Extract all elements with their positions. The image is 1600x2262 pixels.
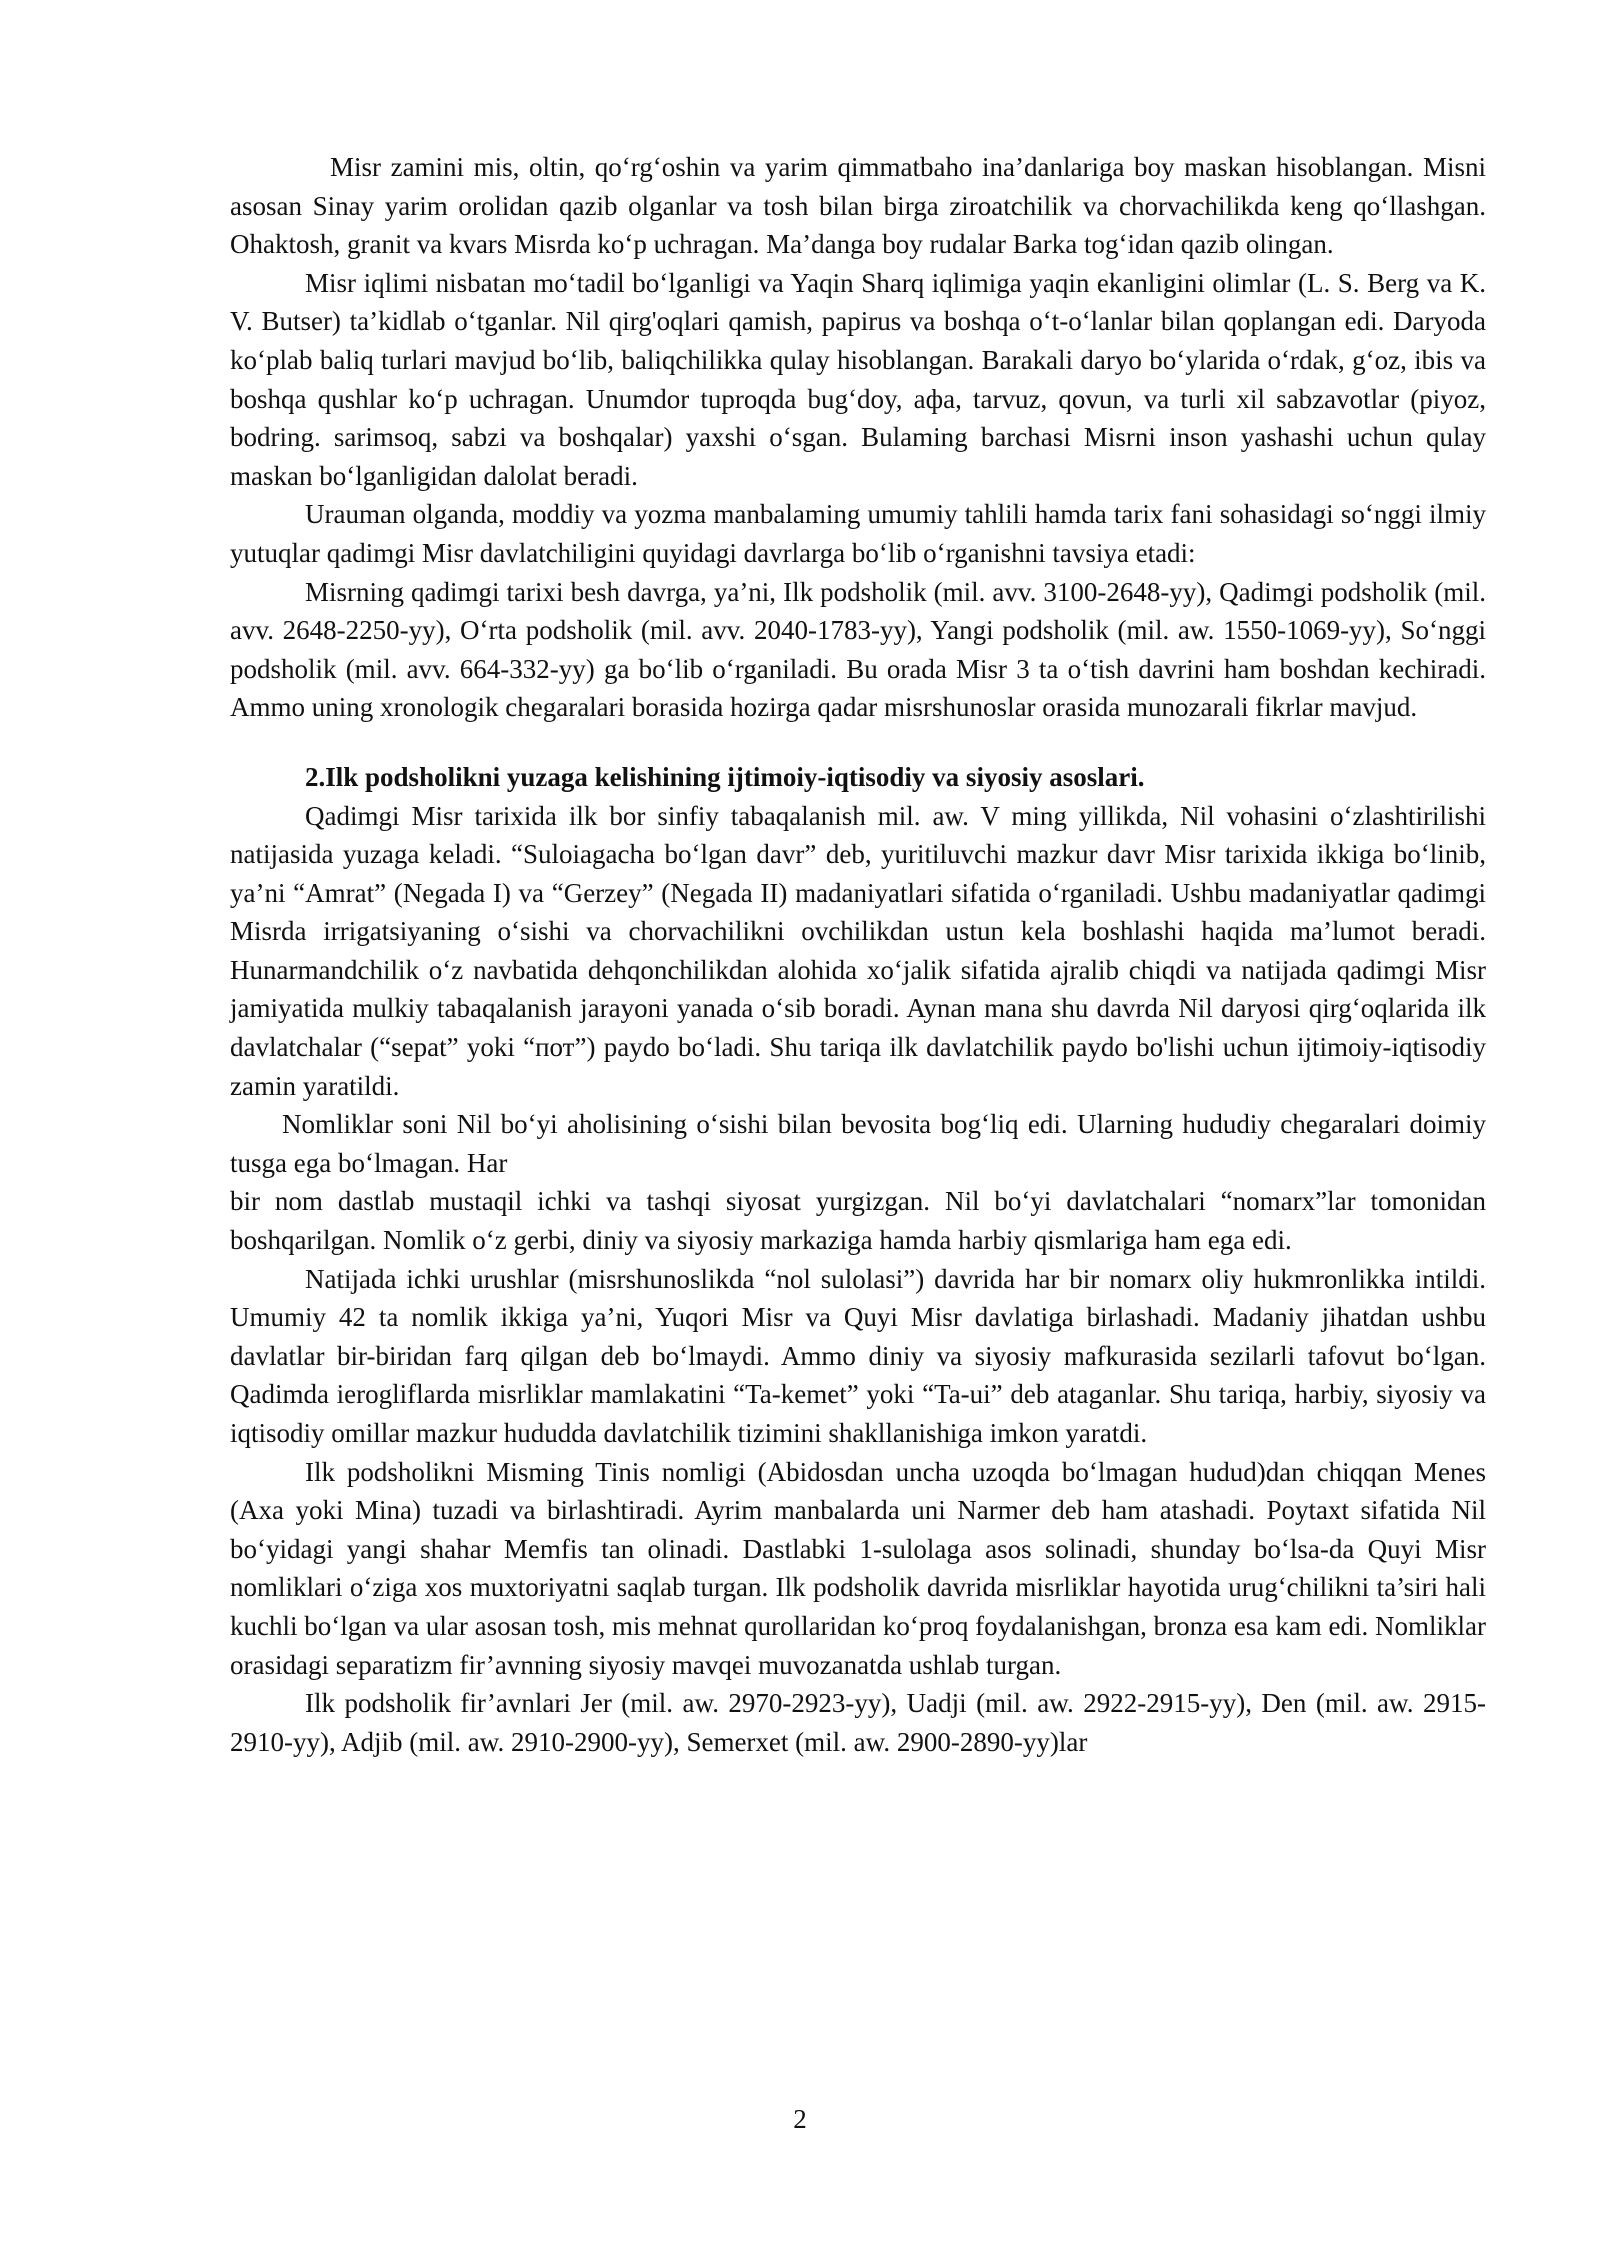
paragraph-class-stratification: Qadimgi Misr tarixida ilk bor sinfiy tabaqalanish mil. aw. V ming yillikda, Nil vohasini o‘zlashtirilishi natijasida yuzaga keladi. “Suloiagacha bo‘lgan davr” deb, yuritiluvchi mazkur davr Misr tarixida ikkiga bo‘linib, ya’ni “Amrat” (Negada I) va “Gerzey” (Negada II) madaniyatlari sifatida o‘rganiladi. Ushbu madaniyatlar qadimgi Misrda irrigatsiyaning o‘sishi va chorvachilikni ovchilikdan ustun kela boshlashi haqida ma’lumot beradi. Hunarmandchilik o‘z navbatida dehqonchilikdan alohida xo‘jalik sifatida ajralib chiqdi va natijada qadimgi Misr jamiyatida mulkiy tabaqalanish jarayoni yanada o‘sib boradi. Aynan mana shu davrda Nil daryosi qirg‘oqlarida ilk davlatchalar (“sepat” yoki “пот”) paydo bo‘ladi. Shu tariqa ilk davlatchilik paydo bo'lishi uchun ijtimoiy-iqtisodiy zamin yaratildi.: [230, 800, 1486, 1101]
paragraph-pharaohs: Ilk podsholik fir’avnlari Jer (mil. aw. 2970-2923-yy), Uadji (mil. aw. 2922-2915-yy), Den (mil. aw. 2915-2910-yy), Adjib (mil. aw. 2910-2900-yy), Semerxet (mil. aw. 2900-2890-yy)lar: [230, 1688, 1486, 1757]
paragraph-climate: Misr iqlimi nisbatan mo‘tadil bo‘lganligi va Yaqin Sharq iqlimiga yaqin ekanligini olimlar (L. S. Berg va K. V. Butser) ta’kidlab o‘tganlar. Nil qirg'oqlari qamish, papirus va boshqa o‘t-o‘lanlar bilan qoplangan edi. Daryoda ko‘plab baliq turlari mavjud bo‘lib, baliqchilikka qulay hisoblangan. Barakali daryo bo‘ylarida o‘rdak, g‘oz, ibis va boshqa qushlar ko‘p uchragan. Unumdor tuproqda bug‘doy, aфa, tarvuz, qovun, va turli xil sabzavotlar (piyoz, bodring. sarimsoq, sabzi va boshqalar) yaxshi o‘sgan. Bulaming barchasi Misrni inson yashashi uchun qulay maskan bo‘lganligidan dalolat beradi.: [230, 267, 1486, 491]
paragraph-periods: Misrning qadimgi tarixi besh davrga, ya’ni, Ilk podsholik (mil. avv. 3100-2648-yy), Qadimgi podsholik (mil. avv. 2648-2250-yy), O‘rta podsholik (mil. avv. 2040-1783-yy), Yangi podsholik (mil. aw. 1550-1069-yy), So‘nggi podsholik (mil. avv. 664-332-yy) ga bo‘lib o‘rganiladi. Bu orada Misr 3 ta o‘tish davrini ham boshdan kechiradi. Ammo uning xronologik chegaralari borasida hozirga qadar misrshunoslar orasida munozarali fikrlar mavjud.: [230, 576, 1486, 723]
paragraph-periodization-intro: Urauman olganda, moddiy va yozma manbalaming umumiy tahlili hamda tarix fani sohasidagi so‘nggi ilmiy yutuqlar qadimgi Misr davlatchiligini quyidagi davrlarga bo‘lib o‘rganishni tavsiya etadi:: [230, 499, 1486, 568]
paragraph-nomes: Nomliklar soni Nil bo‘yi aholisining o‘sishi bilan bevosita bog‘liq edi. Ularning hududiy chegaralari doimiy tusga ega bo‘lmagan. Har: [230, 1109, 1486, 1178]
paragraph-menes: Ilk podsholikni Misming Tinis nomligi (Abidosdan uncha uzoqda bo‘lmagan hudud)dan chiqqan Menes (Axa yoki Mina) tuzadi va birlashtiradi. Ayrim manbalarda uni Narmer deb ham atashadi. Poytaxt sifatida Nil bo‘yidagi yangi shahar Memfis tan olinadi. Dastlabki 1-sulolaga asos solinadi, shunday bo‘lsa-da Quyi Misr nomliklari o‘ziga xos muxtoriyatni saqlab turgan. Ilk podsholik davrida misrliklar hayotida urug‘chilikni ta’siri hali kuchli bo‘lgan va ular asosan tosh, mis mehnat qurollaridan ko‘proq foydalanishgan, bronza esa kam edi. Nomliklar orasidagi separatizm fir’avnning siyosiy mavqei muvozanatda ushlab turgan.: [230, 1456, 1486, 1680]
paragraph-nomes-continued: bir nom dastlab mustaqil ichki va tashqi siyosat yurgizgan. Nil bo‘yi davlatchalari “nomarx”lar tomonidan boshqarilgan. Nomlik o‘z gerbi, diniy va siyosiy markaziga hamda harbiy qismlariga ham ega edi.: [230, 1186, 1486, 1256]
section-heading: 2.Ilk podsholikni yuzaga kelishining ijtimoiy-iqtisodiy va siyosiy asoslari.: [305, 761, 1145, 792]
document-page: [230, 148, 1486, 1761]
paragraph-resources: Misr zamini mis, oltin, qo‘rg‘oshin va yarim qimmatbaho ina’danlariga boy maskan hisoblangan. Misni asosan Sinay yarim orolidan qazib olganlar va tosh bilan birga ziroatchilik va chorvachilikda keng qo‘llashgan. Ohaktosh, granit va kvars Misrda ko‘p uchragan. Ma’danga boy rudalar Barka tog‘idan qazib olingan.: [230, 152, 1486, 260]
paragraph-internal-wars: Natijada ichki urushlar (misrshunoslikda “nol sulolasi”) davrida har bir nomarx oliy hukmronlikka intildi. Umumiy 42 ta nomlik ikkiga ya’ni, Yuqori Misr va Quyi Misr davlatiga birlashadi. Madaniy jihatdan ushbu davlatlar bir-biridan farq qilgan deb bo‘lmaydi. Ammo diniy va siyosiy mafkurasida sezilarli tafovut bo‘lgan. Qadimda ierogliflarda misrliklar mamlakatini “Ta-kemet” yoki “Ta-ui” deb ataganlar. Shu tariqa, harbiy, siyosiy va iqtisodiy omillar mazkur hududda davlatchilik tizimini shakllanishiga imkon yaratdi.: [230, 1263, 1486, 1448]
page-number: 2: [793, 2104, 807, 2134]
